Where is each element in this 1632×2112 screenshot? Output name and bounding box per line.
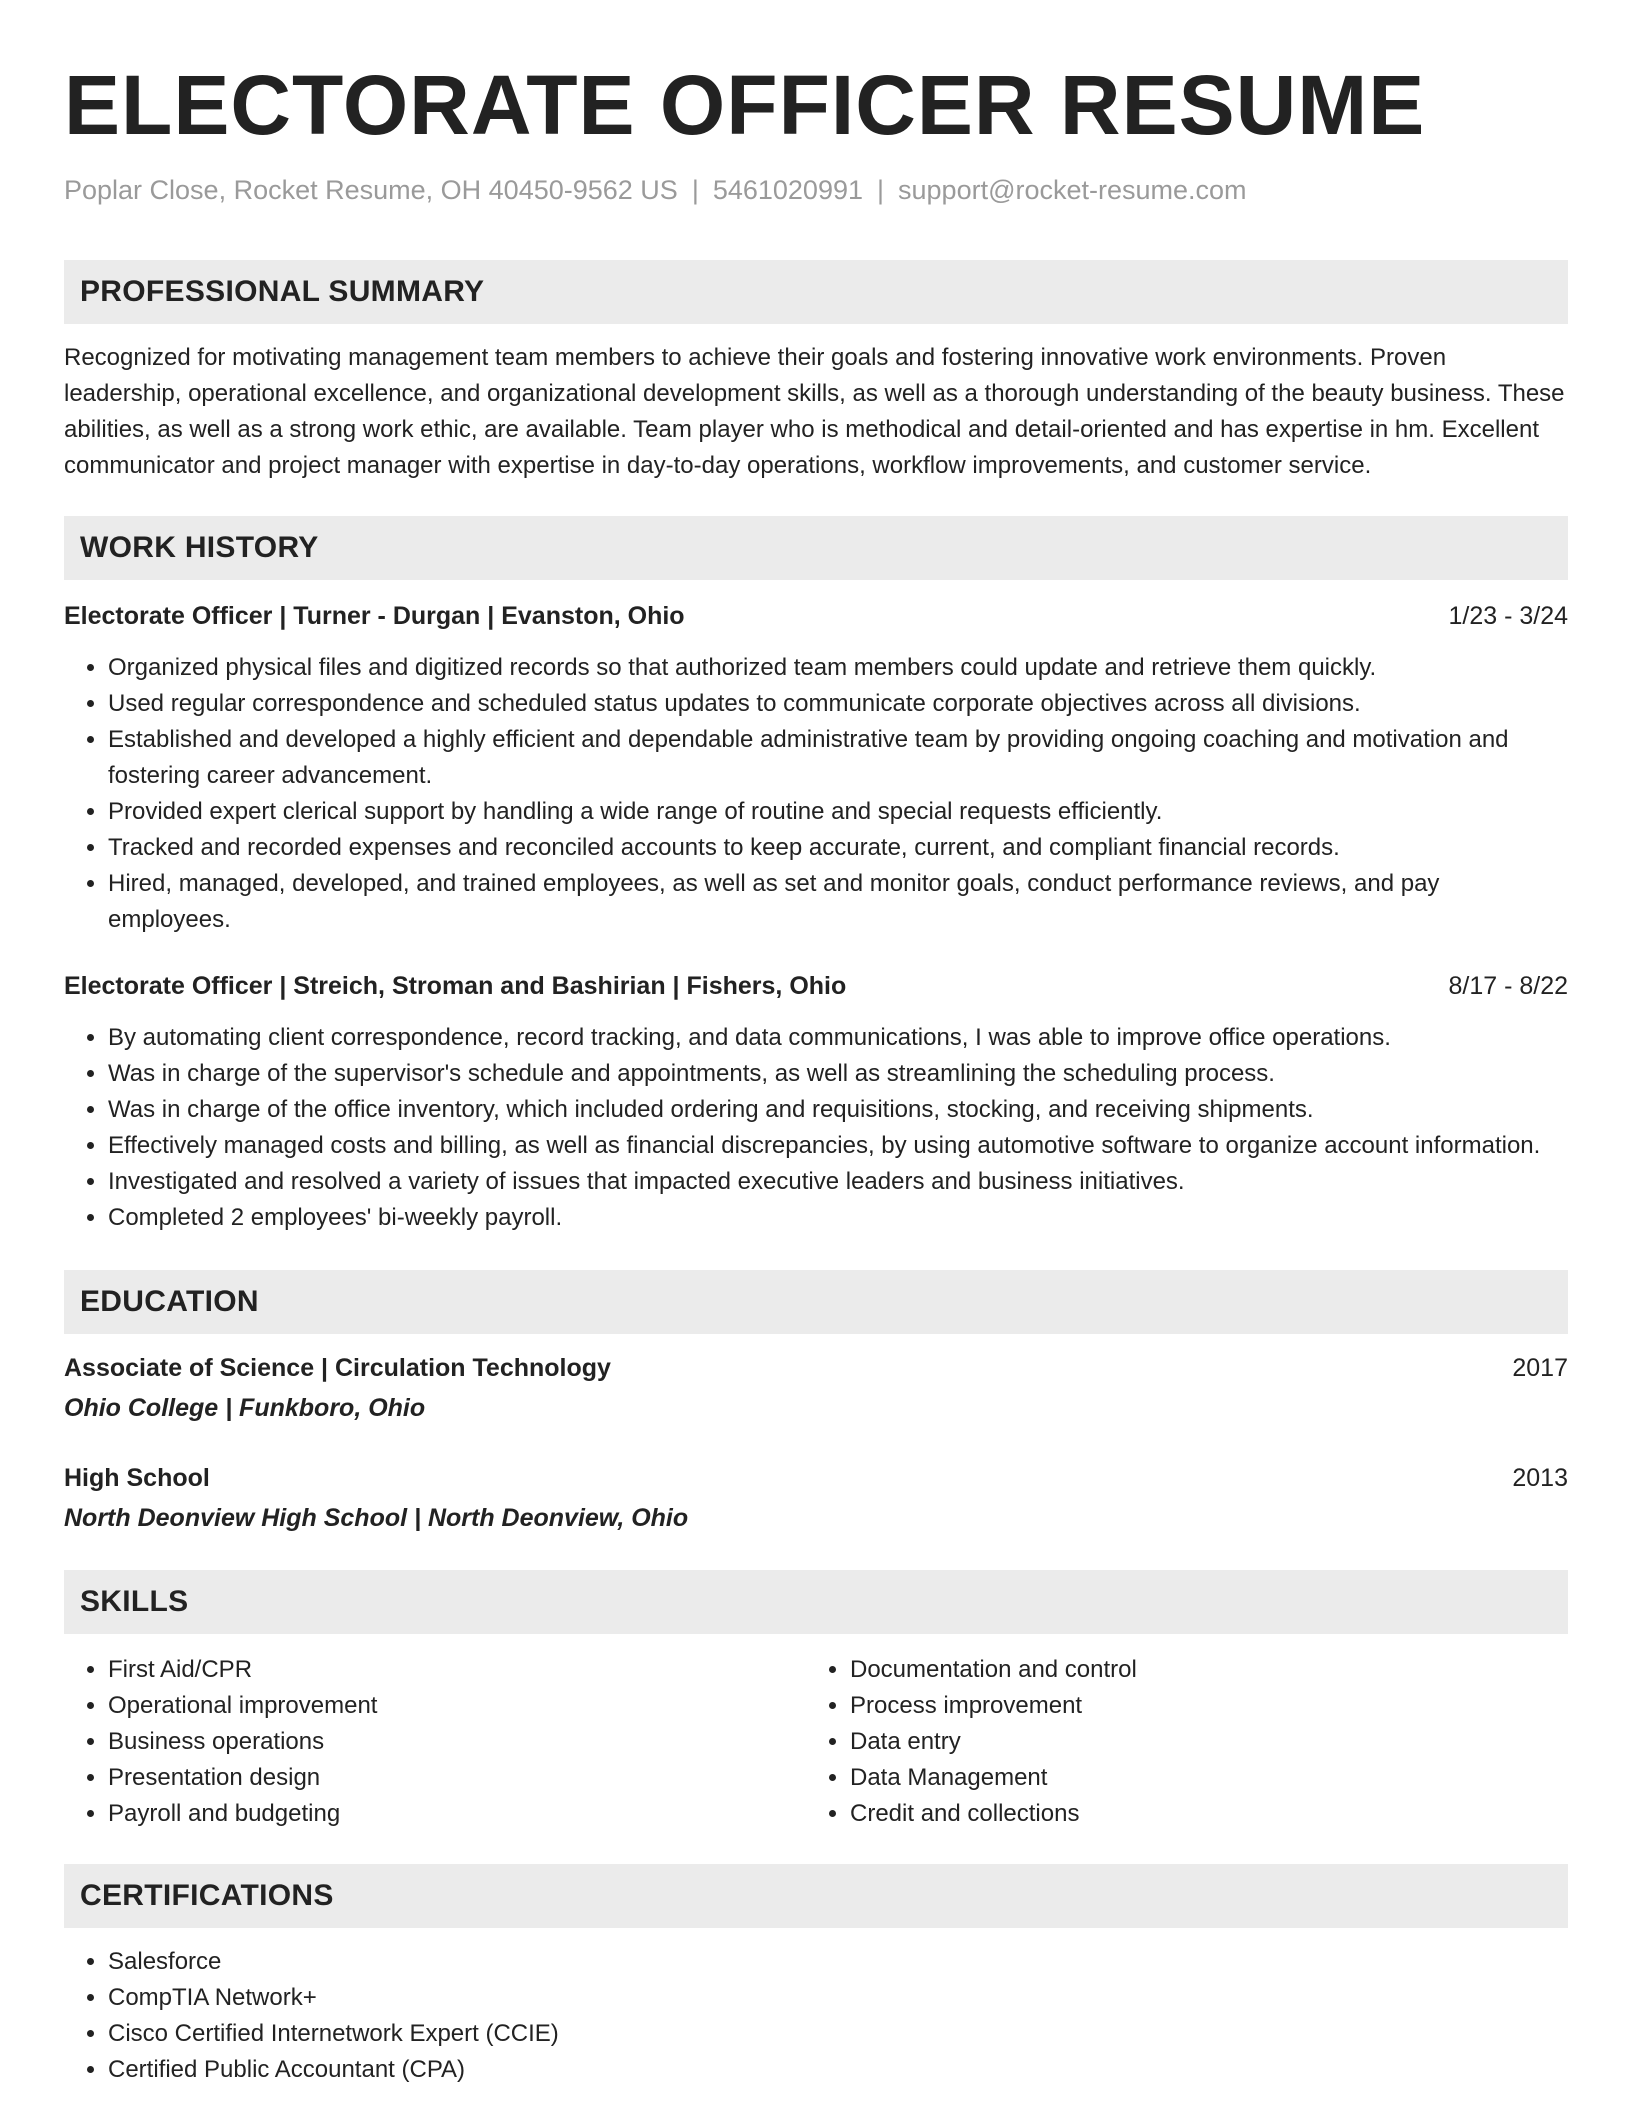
job-bullet: • Tracked and recorded expenses and reconciled accounts to keep accurate, current, and compliant financial records. <box>108 830 1568 866</box>
contact-line <box>64 172 1568 208</box>
education-school: Ohio College | Funkboro, Ohio <box>64 1394 426 1422</box>
job-dates: 8/17 - 8/22 <box>1448 972 1568 1000</box>
job-bullet: • Completed 2 employees' bi-weekly payroll. <box>108 1200 1568 1236</box>
skill-item: • Data entry <box>850 1724 1548 1760</box>
skill-item: • Payroll and budgeting <box>108 1796 806 1832</box>
education-school: North Deonview High School | North Deonview, Ohio <box>64 1504 689 1532</box>
certification-item: • Cisco Certified Internetwork Expert (CCIE) <box>108 2016 1568 2052</box>
skill-item: • Data Management <box>850 1760 1548 1796</box>
job-bullet: • Organized physical files and digitized records so that authorized team members could update and retrieve them quickly. <box>108 650 1568 686</box>
contact-address: Poplar Close, Rocket Resume, OH 40450-9562 US <box>64 175 678 205</box>
skill-item: • Operational improvement <box>108 1688 806 1724</box>
skill-item: • Documentation and control <box>850 1652 1548 1688</box>
job-title: Electorate Officer | Streich, Stroman and Bashirian | Fishers, Ohio <box>64 972 847 1000</box>
certification-list <box>64 1944 1568 2088</box>
job-bullet: • Was in charge of the supervisor's schedule and appointments, as well as streamlining the scheduling process. <box>108 1056 1568 1092</box>
contact-email: support@rocket-resume.com <box>898 175 1247 205</box>
certification-item: • CompTIA Network+ <box>108 1980 1568 2016</box>
job-bullet-list <box>64 1020 1568 1236</box>
section-header-work-history: WORK HISTORY <box>64 516 1568 580</box>
skill-item: • Credit and collections <box>850 1796 1548 1832</box>
page-title: ELECTORATE OFFICER RESUME <box>64 58 1426 152</box>
education-entry <box>64 1460 1568 1496</box>
education-year: 2017 <box>1512 1354 1568 1382</box>
job-bullet: • Established and developed a highly efficient and dependable administrative team by providing ongoing coaching and motivation and fostering career advancement. <box>108 722 1568 794</box>
contact-separator: | <box>691 175 699 205</box>
skills-list <box>806 1652 1548 1832</box>
education-year: 2013 <box>1512 1464 1568 1492</box>
section-header-certifications: CERTIFICATIONS <box>64 1864 1568 1928</box>
job-bullet: • Provided expert clerical support by handling a wide range of routine and special requests efficiently. <box>108 794 1568 830</box>
job-header <box>64 968 1568 1004</box>
education-degree: Associate of Science | Circulation Technology <box>64 1354 611 1382</box>
section-header-skills: SKILLS <box>64 1570 1568 1634</box>
skill-item: • Presentation design <box>108 1760 806 1796</box>
job-bullet: • Investigated and resolved a variety of issues that impacted executive leaders and business initiatives. <box>108 1164 1568 1200</box>
summary-text: Recognized for motivating management team members to achieve their goals and fostering innovative work environments. Proven leadership, operational excellence, and organizational development skills, as well as a thorough understanding of the beauty business. These abilities, as well as a strong work ethic, are available. Team player who is methodical and detail-oriented and has expertise in hm. Excellent communicator and project manager with expertise in day-to-day operations, workflow improvements, and customer service. <box>64 344 1565 479</box>
education-entry <box>64 1350 1568 1386</box>
job-bullet-list <box>64 650 1568 938</box>
job-dates: 1/23 - 3/24 <box>1448 602 1568 630</box>
certification-item: • Certified Public Accountant (CPA) <box>108 2052 1568 2088</box>
skills-column-right <box>806 1652 1548 1832</box>
contact-separator: | <box>877 175 885 205</box>
education-degree: High School <box>64 1464 210 1492</box>
job-bullet: • Effectively managed costs and billing, as well as financial discrepancies, by using automotive software to organize account information. <box>108 1128 1568 1164</box>
skill-item: • Process improvement <box>850 1688 1548 1724</box>
job-bullet: • Was in charge of the office inventory, which included ordering and requisitions, stocking, and receiving shipments. <box>108 1092 1568 1128</box>
job-bullet: • Used regular correspondence and scheduled status updates to communicate corporate objectives across all divisions. <box>108 686 1568 722</box>
job-bullet: • Hired, managed, developed, and trained employees, as well as set and monitor goals, conduct performance reviews, and pay employees. <box>108 866 1568 938</box>
job-title: Electorate Officer | Turner - Durgan | Evanston, Ohio <box>64 602 685 630</box>
skill-item: • Business operations <box>108 1724 806 1760</box>
skill-item: • First Aid/CPR <box>108 1652 806 1688</box>
job-header <box>64 598 1568 634</box>
contact-phone: 5461020991 <box>712 175 863 205</box>
skills-list <box>64 1652 806 1832</box>
resume-page <box>64 56 1568 2088</box>
section-header-summary: PROFESSIONAL SUMMARY <box>64 260 1568 324</box>
skills-grid <box>64 1652 1568 1832</box>
certification-item: • Salesforce <box>108 1944 1568 1980</box>
job-bullet: • By automating client correspondence, record tracking, and data communications, I was able to improve office operations. <box>108 1020 1568 1056</box>
skills-column-left <box>64 1652 806 1832</box>
section-header-education: EDUCATION <box>64 1270 1568 1334</box>
